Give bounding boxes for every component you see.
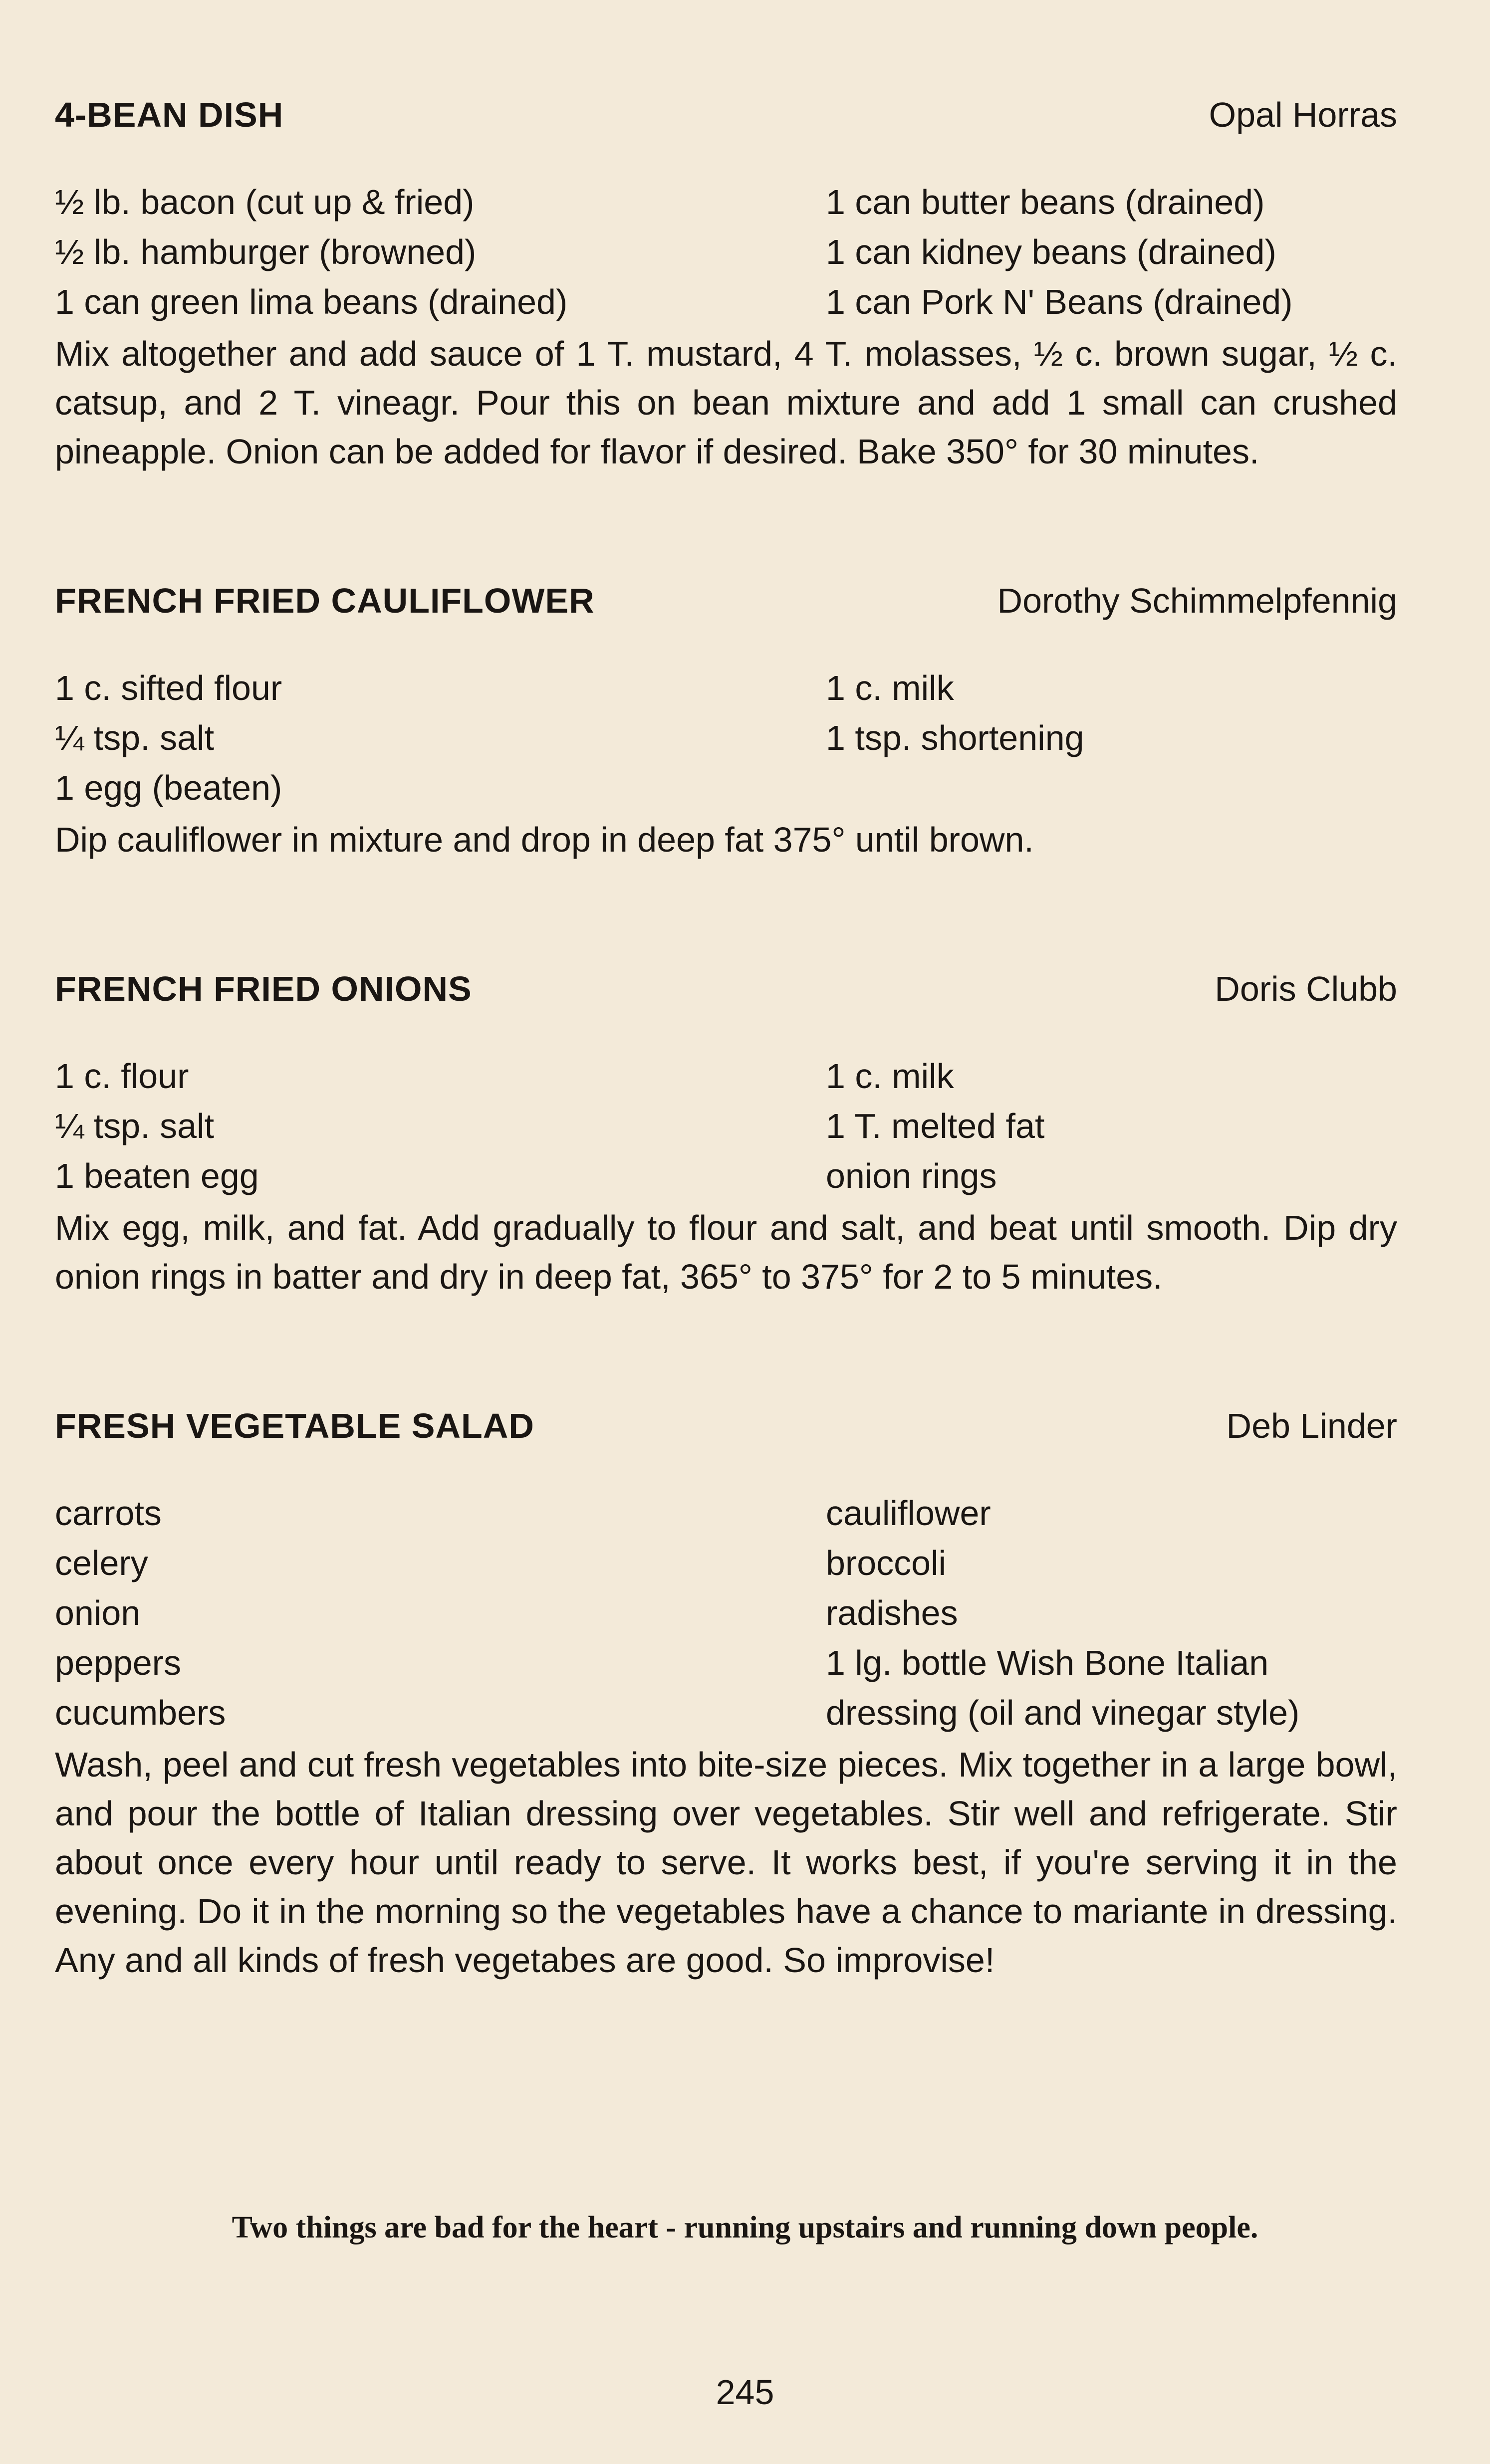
recipe-4-bean-dish [55, 95, 1397, 476]
ingredient-item: 1 egg (beaten) [55, 768, 282, 807]
recipe-author: Dorothy Schimmelpfennig [997, 581, 1397, 620]
recipe-author: Deb Linder [1226, 1406, 1397, 1445]
ingredient-item: 1 can Pork N' Beans (drained) [826, 282, 1293, 321]
recipe-fresh-vegetable-salad [55, 1406, 1397, 1985]
recipe-french-fried-onions [55, 969, 1397, 1301]
recipe-title: 4-BEAN DISH [55, 95, 284, 134]
recipe-directions: Mix egg, milk, and fat. Add gradually to flour and salt, and beat until smooth. Dip dry onion rings in batter and dry in deep fat, 365° to 375° for 2 to 5 minutes. [55, 1208, 1397, 1296]
ingredient-item: cauliflower [826, 1494, 991, 1533]
ingredient-list [55, 1491, 1397, 1735]
ingredient-item: broccoli [826, 1544, 947, 1582]
ingredient-list [55, 666, 1397, 810]
ingredient-item: 1 tsp. shortening [826, 718, 1084, 757]
recipe-header [55, 1406, 1397, 1446]
recipe-header [55, 969, 1397, 1009]
recipe-author: Doris Clubb [1215, 969, 1397, 1008]
recipe-directions: Mix altogether and add sauce of 1 T. mustard, 4 T. molasses, ½ c. brown sugar, ½ c. catsup, and 2 T. vineagr. Pour this on bean mixture and add 1 small can crushed pineapple. Onion can be added for flavor if desired. Bake 350° for 30 minutes. [55, 334, 1397, 471]
ingredient-item [826, 765, 1397, 810]
ingredient-item: ½ lb. bacon (cut up & fried) [55, 183, 475, 222]
ingredient-item: 1 c. sifted flour [55, 669, 282, 707]
ingredient-item: 1 can green lima beans (drained) [55, 282, 568, 321]
ingredient-item: 1 c. milk [826, 669, 954, 707]
ingredient-item: peppers [55, 1643, 181, 1682]
ingredient-item: ¼ tsp. salt [55, 718, 215, 757]
ingredient-item: onion rings [826, 1156, 997, 1195]
recipe-title: FRENCH FRIED ONIONS [55, 969, 472, 1008]
cookbook-page [55, 95, 1397, 2089]
ingredient-item: onion [55, 1593, 141, 1632]
recipe-french-fried-cauliflower [55, 581, 1397, 864]
recipe-header [55, 95, 1397, 135]
recipe-title: FRESH VEGETABLE SALAD [55, 1406, 534, 1445]
ingredient-item: 1 c. milk [826, 1057, 954, 1096]
ingredient-item: 1 can kidney beans (drained) [826, 232, 1276, 271]
recipe-author: Opal Horras [1209, 95, 1397, 134]
ingredient-item: 1 T. melted fat [826, 1107, 1045, 1145]
recipe-directions: Wash, peel and cut fresh vegetables into bite-size pieces. Mix together in a large bowl, and pour the bottle of Italian dressing over vegetables. Stir well and refrigerate. Stir about once every hour until ready to serve. It works best, if you're serving it in the evening. Do it in the morning so the vegetables have a chance to mariante in dressing. Any and all kinds of fresh vegetabes are good. So improvise! [55, 1745, 1397, 1980]
ingredient-item: celery [55, 1544, 148, 1582]
recipe-title: FRENCH FRIED CAULIFLOWER [55, 581, 595, 620]
ingredient-item: cucumbers [55, 1693, 226, 1732]
page-number: 245 [716, 2373, 774, 2412]
ingredient-item: 1 can butter beans (drained) [826, 183, 1265, 222]
ingredient-item: carrots [55, 1494, 162, 1533]
ingredient-item: dressing (oil and vinegar style) [826, 1693, 1300, 1732]
footer-quote: Two things are bad for the heart - running upstairs and running down people. [232, 2211, 1258, 2244]
recipe-directions: Dip cauliflower in mixture and drop in deep fat 375° until brown. [55, 820, 1034, 859]
ingredient-item: 1 lg. bottle Wish Bone Italian [826, 1643, 1269, 1682]
ingredient-item: ½ lb. hamburger (browned) [55, 232, 477, 271]
ingredient-item: ¼ tsp. salt [55, 1107, 215, 1145]
recipe-header [55, 581, 1397, 621]
ingredient-item: 1 c. flour [55, 1057, 189, 1096]
ingredient-list [55, 1054, 1397, 1198]
ingredient-item: 1 beaten egg [55, 1156, 259, 1195]
ingredient-list [55, 180, 1397, 324]
ingredient-item: radishes [826, 1593, 958, 1632]
